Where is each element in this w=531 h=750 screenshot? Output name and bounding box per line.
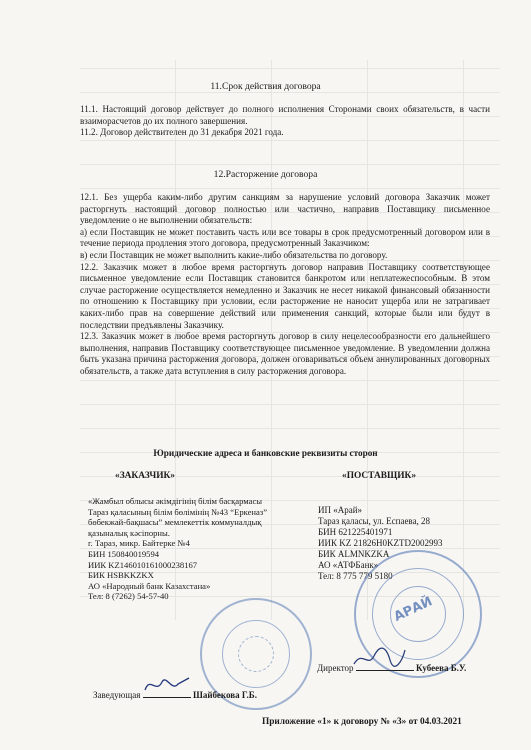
clause-12-1-a: а) если Поставщик не может поставить часть или все товары в срок предусмотренный договором или в течение периода продления этого договора, предусмотренный Заказчиком: bbox=[80, 226, 490, 249]
clause-12-3: 12.3. Заказчик может в любое время расторгнуть договор в силу нецелесообразности его дальнейшего выполнения, направив Поставщику соответствующее письменное уведомление. В уведомлении должна быть указана причина расторжения договора, должен оговариваться объем аннулированных договорных обязательств, а также дата вступления в силу расторжения договора. bbox=[80, 331, 490, 376]
customer-line: қазыналық кәсіпорны. bbox=[88, 527, 170, 538]
customer-line: АО «Народный банк Казахстана» bbox=[88, 580, 211, 591]
supplier-signature-icon bbox=[352, 642, 407, 672]
customer-signature-icon bbox=[142, 672, 192, 698]
customer-line: г. Тараз, микр. Байтерке №4 bbox=[88, 538, 190, 549]
customer-line: БИК HSBKKZKX bbox=[88, 570, 154, 581]
customer-line: Тел: 8 (7262) 54-57-40 bbox=[88, 591, 169, 602]
clause-12-1: 12.1. Без ущерба каким-либо другим санкциям за нарушение условий договора Заказчик может расторгнуть настоящий договор полностью или частично, направив Поставщику письменное уведомление о не выполнении обязательств: bbox=[80, 192, 490, 226]
supplier-line: БИН 621225401971 bbox=[318, 527, 393, 537]
customer-line: ИИК KZ146010161000238167 bbox=[88, 559, 198, 570]
supplier-line: Тараз қаласы, ул. Еспаева, 28 bbox=[318, 516, 431, 526]
customer-label: «ЗАКАЗЧИК» bbox=[115, 471, 175, 481]
clause-11-2: 11.2. Договор действителен до 31 декабря 2021 года. bbox=[80, 127, 284, 138]
requisites-heading: Юридические адреса и банковские реквизиты сторон bbox=[153, 448, 378, 458]
customer-line: бөбекжай-бақшасы” мемлекеттік коммуналдық bbox=[88, 517, 262, 528]
customer-sign-role: Заведующая bbox=[93, 690, 141, 700]
customer-sign-name: Шайбекова Г.Б. bbox=[192, 690, 258, 700]
clause-12-2: 12.2. Заказчик может в любое время расторгнуть договор направив Поставщику соответствующее письменное уведомление если Поставщик становится банкротом или неплатежеспособным. В этом случае расторжение осуществляется немедленно и Заказчик не несет никакой финансовый обязанности по отношению к Поставщику при условии, если расторжение не наносит ущерба или не затрагивает каких-либо прав на совершение действий или применения санкций, которые были или будут в последствии предъявлены Заказчику. bbox=[80, 261, 490, 330]
supplier-stamp-text: АРАЙ bbox=[391, 594, 435, 625]
customer-line: Тараз қаласының білім бөлімінің №43 “Еркеназ” bbox=[88, 506, 268, 517]
supplier-line: АО «АТФБанк» bbox=[318, 560, 379, 570]
customer-line: БИН 150840019594 bbox=[88, 548, 160, 559]
supplier-line: Тел: 8 775 779 5180 bbox=[318, 571, 393, 581]
customer-line: «Жамбыл облысы әкімдігінің білім басқармасы bbox=[88, 496, 263, 506]
customer-requisites bbox=[88, 496, 267, 602]
supplier-line: БИК ALMNKZKA bbox=[318, 549, 390, 559]
supplier-sign-role: Директор bbox=[317, 663, 354, 673]
supplier-line: ИИК KZ 21826H0KZTD2002993 bbox=[318, 538, 443, 548]
section-11-body bbox=[80, 104, 490, 139]
supplier-line: ИП «Арай» bbox=[318, 505, 363, 515]
section-11-title: 11.Срок действия договора bbox=[210, 81, 321, 92]
appendix-reference: Приложение «1» к договору № «3» от 04.03.2021 bbox=[262, 717, 462, 727]
clause-12-1-v: в) если Поставщик не может выполнить какие-либо обязательства по договору. bbox=[80, 249, 388, 260]
section-12-body bbox=[80, 192, 490, 378]
supplier-sign-name: Кубеева Б.У. bbox=[416, 663, 467, 673]
section-12-title: 12.Расторжение договора bbox=[213, 169, 318, 180]
clause-11-1: 11.1. Настоящий договор действует до полного исполнения Сторонами своих обязательств, в части взаиморасчетов до их полного завершения. bbox=[80, 104, 490, 126]
supplier-label: «ПОСТАВЩИК» bbox=[342, 471, 417, 481]
